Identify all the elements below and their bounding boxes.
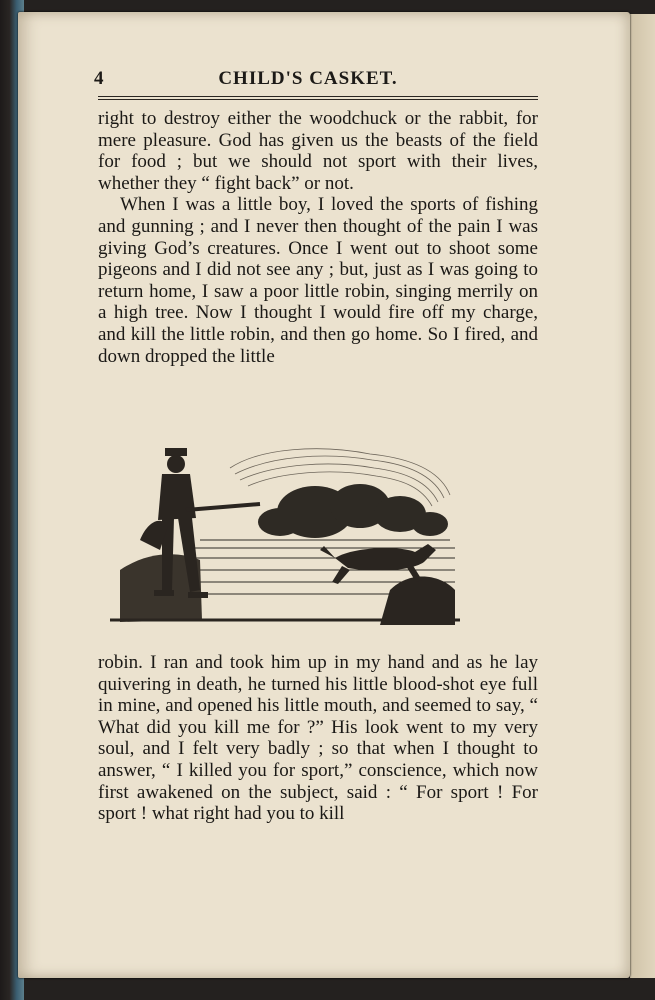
page-number: 4 [94, 68, 104, 89]
paragraph: robin. I ran and took him up in my hand and as he lay quivering in death, he turned his little blood-shot eye full in mine, and opened his little mouth, and seemed to say, “ What did you kill me for ?” His look went to my very soul, and I felt very badly ; so that when I thought to answer, “ I killed you for sport,” conscience, which now first awakened on the subject, said : “ For sport ! For sport ! what right had you to kill [98, 652, 538, 825]
paragraph: When I was a little boy, I loved the sports of fishing and gunning ; and I never then thought of the pain I was giving God’s creatures. Once I went out to shoot some pigeons and I did not see any ; but, just as I was going to return home, I saw a poor little robin, singing merrily on a high tree. Now I thought I would fire off my charge, and kill the little robin, and then go home. So I fired, and down dropped the little [98, 194, 538, 367]
text-block-bottom [98, 652, 538, 825]
woodcut-illustration [110, 440, 460, 630]
running-title: CHILD'S CASKET. [218, 68, 398, 89]
page-header [78, 64, 538, 94]
next-page-edge [630, 14, 655, 978]
header-rule-lower [98, 99, 538, 100]
paragraph: right to destroy either the woodchuck or the rabbit, for mere pleasure. God has given us the beasts of the field for food ; but we should not sport with their lives, whether they “ fight back” or not. [98, 108, 538, 194]
header-rule [98, 96, 538, 97]
text-block-top [98, 108, 538, 367]
